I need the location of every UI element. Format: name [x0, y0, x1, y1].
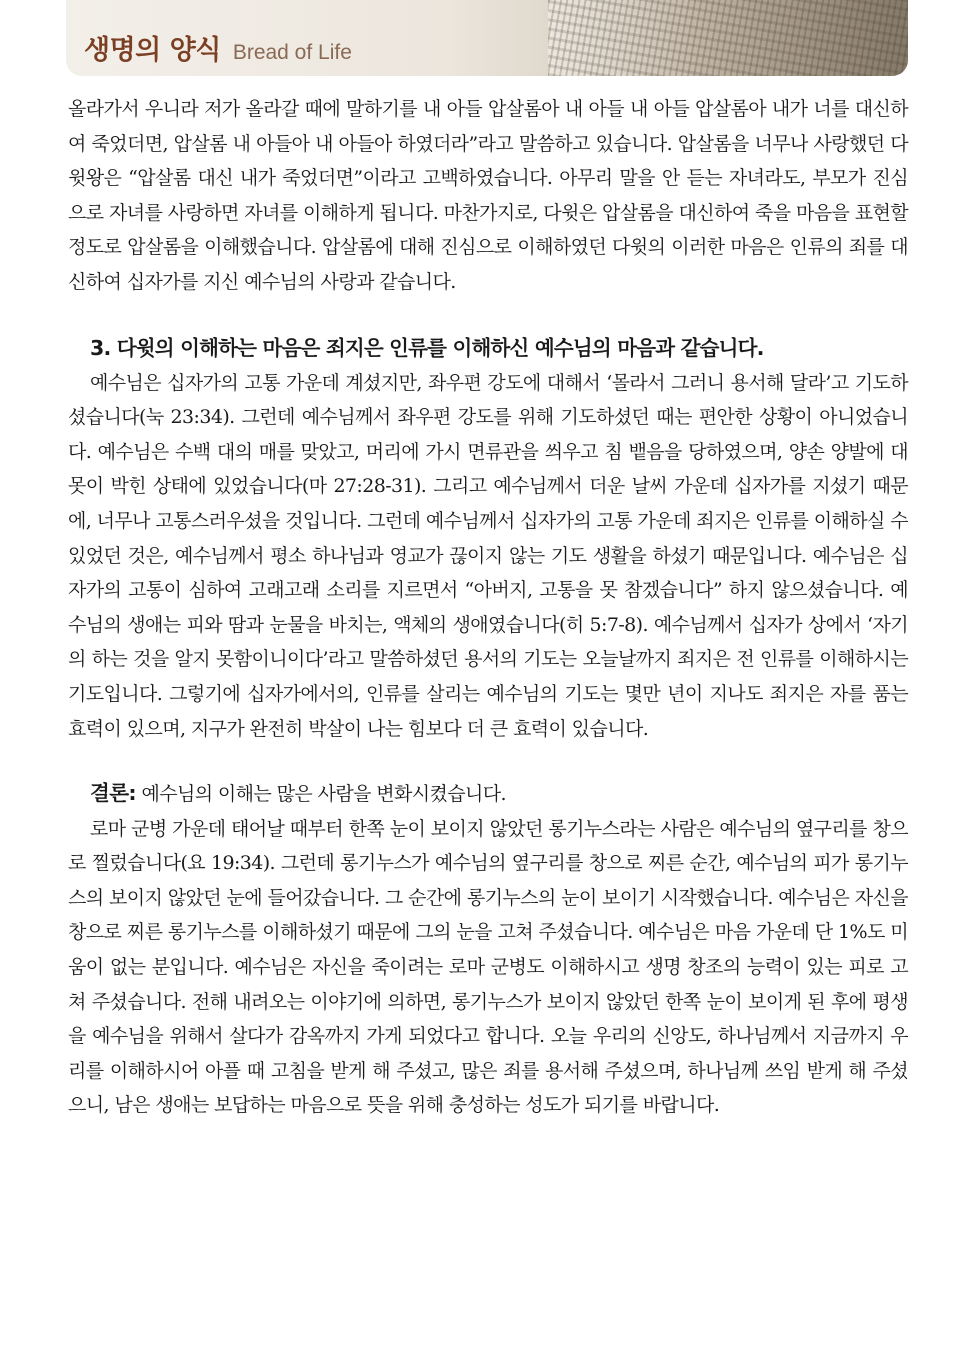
conclusion-summary: 예수님의 이해는 많은 사람을 변화시켰습니다.: [141, 783, 506, 806]
conclusion-label: 결론:: [90, 781, 137, 806]
header-title: [84, 28, 352, 67]
section-3-paragraph: 예수님은 십자가의 고통 가운데 계셨지만, 좌우편 강도에 대해서 ‘몰라서 그러니 용서해 달라’고 기도하셨습니다(눅 23:34). 그런데 예수님께서 좌우편 강도를 위해 기도하셨던 때는 편안한 상황이 아니었습니다. 예수님은 수백 대의 매를 맞았고, 머리에 가시 면류관을 씌우고 침 뱉음을 당하였으며, 양손 양발에 대못이 박힌 상태에 있었습니다(마 27:28-31). 그리고 예수님께서 더운 날씨 가운데 십자가를 지셨기 때문에, 너무나 고통스러우셨을 것입니다. 그런데 예수님께서 십자가의 고통 가운데 죄지은 인류를 이해하실 수 있었던 것은, 예수님께서 평소 하나님과 영교가 끊이지 않는 기도 생활을 하셨기 때문입니다. 예수님은 십자가의 고통이 심하여 고래고래 소리를 지르면서 “아버지, 고통을 못 참겠습니다” 하지 않으셨습니다. 예수님의 생애는 피와 땀과 눈물을 바치는, 액체의 생애였습니다(히 5:7-8). 예수님께서 십자가 상에서 ‘자기의 하는 것을 알지 못함이니이다’라고 말씀하셨던 용서의 기도는 오늘날까지 죄지은 전 인류를 이해하시는 기도입니다. 그렇기에 십자가에서의, 인류를 살리는 예수님의 기도는 몇만 년이 지나도 죄지은 자를 품는 효력이 있으며, 지구가 완전히 박살이 나는 힘보다 더 큰 효력이 있습니다.: [68, 371, 908, 740]
conclusion-summary-line: [68, 776, 908, 812]
article-body: [68, 92, 908, 1123]
section-3-heading: 3. 다윗의 이해하는 마음은 죄지은 인류를 이해하신 예수님의 마음과 같습니다.: [90, 335, 764, 360]
section-title-korean: 생명의 양식: [84, 35, 221, 66]
conclusion-paragraph: 로마 군병 가운데 태어날 때부터 한쪽 눈이 보이지 않았던 롱기누스라는 사람은 예수님의 옆구리를 창으로 찔렀습니다(요 19:34). 그런데 롱기누스가 예수님의 옆구리를 창으로 찌른 순간, 예수님의 피가 롱기누스의 보이지 않았던 눈에 들어갔습니다. 그 순간에 롱기누스의 눈이 보이기 시작했습니다. 예수님은 자신을 창으로 찌른 롱기누스를 이해하셨기 때문에 그의 눈을 고쳐 주셨습니다. 예수님은 마음 가운데 단 1%도 미움이 없는 분입니다. 예수님은 자신을 죽이려는 로마 군병도 이해하시고 생명 창조의 능력이 있는 피로 고쳐 주셨습니다. 전해 내려오는 이야기에 의하면, 롱기누스가 보이지 않았던 한쪽 눈이 보이게 된 후에 평생을 예수님을 위해서 살다가 감옥까지 가게 되었다고 합니다. 오늘 우리의 신앙도, 하나님께서 지금까지 우리를 이해하시어 아플 때 고침을 받게 해 주셨고, 많은 죄를 용서해 주셨으며, 하나님께 쓰임 받게 해 주셨으니, 남은 생애는 보답하는 마음으로 뜻을 위해 충성하는 성도가 되기를 바랍니다.: [68, 817, 908, 1117]
page-header: [66, 0, 908, 76]
section-title-english: Bread of Life: [232, 41, 352, 64]
spacer: [68, 746, 908, 776]
spacer: [68, 300, 908, 330]
paragraph-absalom: 올라가서 우니라 저가 올라갈 때에 말하기를 내 아들 압살롬아 내 아들 내 아들 압살롬아 내가 너를 대신하여 죽었더면, 압살롬 내 아들아 내 아들아 하였더라”라고 말씀하고 있습니다. 압살롬을 너무나 사랑했던 다윗왕은 “압살롬 대신 내가 죽었더면”이라고 고백하였습니다. 아무리 말을 안 듣는 자녀라도, 부모가 진심으로 자녀를 사랑하면 자녀를 이해하게 됩니다. 마찬가지로, 다윗은 압살롬을 대신하여 죽을 마음을 표현할 정도로 압살롬을 이해했습니다. 압살롬에 대해 진심으로 이해하였던 다윗의 이러한 마음은 인류의 죄를 대신하여 십자가를 지신 예수님의 사랑과 같습니다.: [68, 98, 908, 293]
header-banner-photo: [548, 0, 908, 76]
